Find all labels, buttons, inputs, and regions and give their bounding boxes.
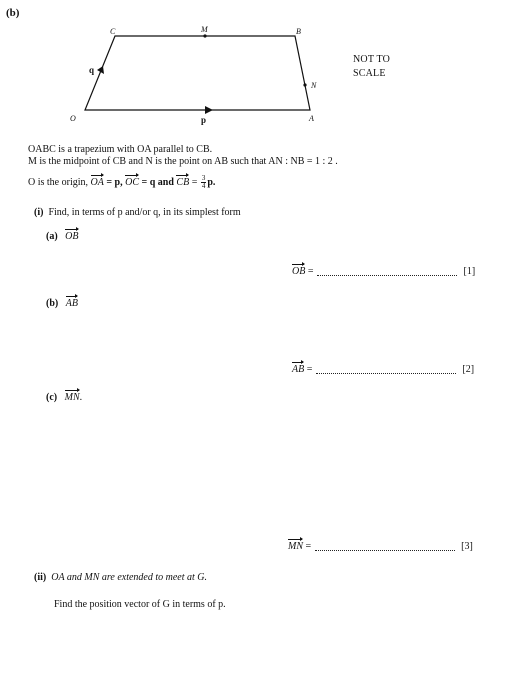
vector-ab: AB — [65, 298, 78, 309]
equals-p: = p, — [106, 176, 123, 188]
p-suffix: p. — [207, 176, 216, 188]
arrow-p — [205, 106, 213, 114]
vector-mn-suffix: . — [79, 392, 83, 403]
intro-line-2: M is the midpoint of CB and N is the point on AB such that AN : NB = 1 : 2 . — [28, 156, 338, 167]
label-b: B — [296, 27, 301, 36]
question-ii-instruction: Find the position vector of G in terms of p. — [54, 599, 226, 610]
subquestion-c-label: (c) — [46, 392, 58, 403]
label-m: M — [201, 25, 208, 34]
vector-oa: OA — [90, 176, 104, 188]
answer-row-c — [288, 541, 473, 552]
label-n: N — [311, 81, 317, 90]
not-to-scale-note — [353, 53, 390, 81]
question-ii — [34, 572, 207, 583]
label-c: C — [110, 27, 116, 36]
vector-ob: OB — [65, 231, 79, 242]
fraction-three-quarters — [201, 175, 207, 190]
answer-a-vector: OB — [292, 266, 306, 277]
answer-c-vector: MN — [288, 541, 303, 552]
question-i-text: Find, in terms of p and/or q, in its simplest form — [48, 207, 241, 218]
vector-mn: MN — [64, 392, 80, 403]
subquestion-a-label: (a) — [46, 231, 58, 242]
answer-c-equals: = — [305, 541, 312, 552]
origin-text: O is the origin, — [28, 176, 88, 188]
answer-b-equals: = — [306, 364, 313, 375]
answer-b-vector: AB — [292, 364, 305, 375]
question-i-label: (i) — [34, 207, 44, 218]
not-to-scale-line2: SCALE — [353, 68, 386, 79]
marks-b: [2] — [462, 364, 475, 375]
question-i — [34, 207, 241, 218]
label-q: q — [89, 65, 95, 75]
label-o: O — [70, 114, 76, 123]
point-n — [303, 83, 306, 86]
fraction-numerator: 3 — [201, 174, 206, 182]
marks-a: [1] — [463, 266, 476, 277]
intro-line-3 — [28, 175, 215, 190]
answer-row-b — [292, 364, 474, 375]
answer-row-a — [292, 266, 475, 277]
subquestion-b — [46, 298, 78, 309]
question-ii-label: (ii) — [34, 572, 47, 583]
answer-c-field[interactable] — [315, 542, 455, 551]
answer-a-field[interactable] — [317, 267, 457, 276]
label-a: A — [309, 114, 314, 123]
trapezium-diagram — [60, 22, 330, 132]
trapezium-svg — [60, 22, 330, 132]
vector-oc: OC — [125, 176, 140, 188]
answer-a-equals: = — [307, 266, 314, 277]
marks-c: [3] — [461, 541, 473, 552]
part-label: (b) — [6, 7, 20, 19]
point-m — [203, 34, 206, 37]
equals-q: = q and — [141, 176, 174, 188]
fraction-denominator: 4 — [201, 182, 206, 190]
subquestion-b-label: (b) — [46, 298, 59, 309]
label-p: p — [201, 115, 207, 125]
trapezium-outline — [85, 36, 310, 110]
subquestion-a — [46, 231, 79, 242]
equals-sign: = — [191, 176, 198, 188]
not-to-scale-line1: NOT TO — [353, 54, 391, 65]
subquestion-c — [46, 392, 82, 403]
answer-b-field[interactable] — [316, 365, 456, 374]
intro-line-1: OABC is a trapezium with OA parallel to CB. — [28, 144, 213, 155]
question-ii-text: OA and MN are extended to meet at G. — [51, 572, 208, 583]
vector-cb: CB — [176, 176, 190, 188]
